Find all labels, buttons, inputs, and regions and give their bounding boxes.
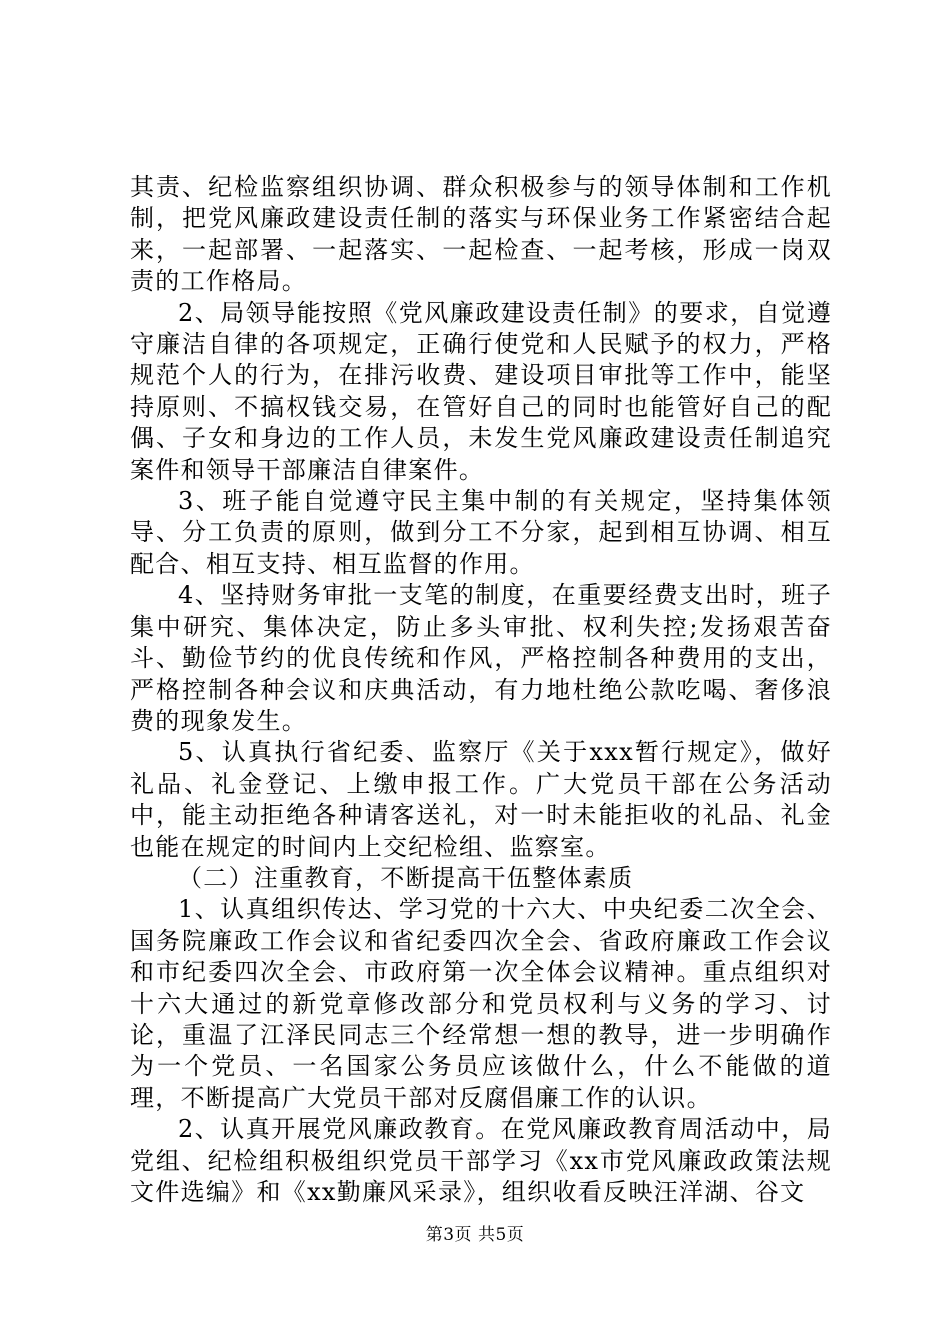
paragraph-item-2: 2、局领导能按照《党风廉政建设责任制》的要求，自觉遵守廉洁自律的各项规定，正确行使党和人民赋予的权力，严格规范个人的行为，在排污收费、建设项目审批等工作中，能坚持原则、不搞权钱交易，在管好自己的同时也能管好自己的配偶、子女和身边的工作人员，未发生党风廉政建设责任制追究案件和领导干部廉洁自律案件。 bbox=[130, 298, 832, 484]
paragraph-item-1: 1、认真组织传达、学习党的十六大、中央纪委二次全会、国务院廉政工作会议和省纪委四次全会、省政府廉政工作会议和市纪委四次全会、市政府第一次全体会议精神。重点组织对十六大通过的新党章修改部分和党员权利与义务的学习、讨论，重温了江泽民同志三个经常想一想的教导，进一步明确作为一个党员、一名国家公务员应该做什么，什么不能做的道理，不断提高广大党员干部对反腐倡廉工作的认识。 bbox=[130, 895, 832, 1112]
paragraph-item-5: 5、认真执行省纪委、监察厅《关于xxx暂行规定》，做好礼品、礼金登记、上缴申报工作。广大党员干部在公务活动中，能主动拒绝各种请客送礼，对一时未能拒收的礼品、礼金也能在规定的时间内上交纪检组、监察室。 bbox=[130, 738, 832, 861]
document-body bbox=[130, 172, 832, 1208]
paragraph-item-2b: 2、认真开展党风廉政教育。在党风廉政教育周活动中，局党组、纪检组积极组织党员干部学习《xx市党风廉政政策法规文件选编》和《xx勤廉风采录》，组织收看反映汪洋湖、谷文 bbox=[130, 1115, 832, 1206]
page-footer: 第3页 共5页 bbox=[425, 1225, 525, 1245]
paragraph-continuation: 其责、纪检监察组织协调、群众积极参与的领导体制和工作机制，把党风廉政建设责任制的落实与环保业务工作紧密结合起来，一起部署、一起落实、一起检查、一起考核，形成一岗双责的工作格局。 bbox=[130, 173, 832, 296]
paragraph-item-4: 4、坚持财务审批一支笔的制度，在重要经费支出时，班子集中研究、集体决定，防止多头审批、权利失控;发扬艰苦奋斗、勤俭节约的优良传统和作风，严格控制各种费用的支出，严格控制各种会议和庆典活动，有力地杜绝公款吃喝、奢侈浪费的现象发生。 bbox=[130, 581, 832, 735]
paragraph-item-3: 3、班子能自觉遵守民主集中制的有关规定，坚持集体领导、分工负责的原则，做到分工不分家，起到相互协调、相互配合、相互支持、相互监督的作用。 bbox=[130, 487, 832, 578]
section-heading: （二）注重教育，不断提高干伍整体素质 bbox=[178, 863, 634, 892]
